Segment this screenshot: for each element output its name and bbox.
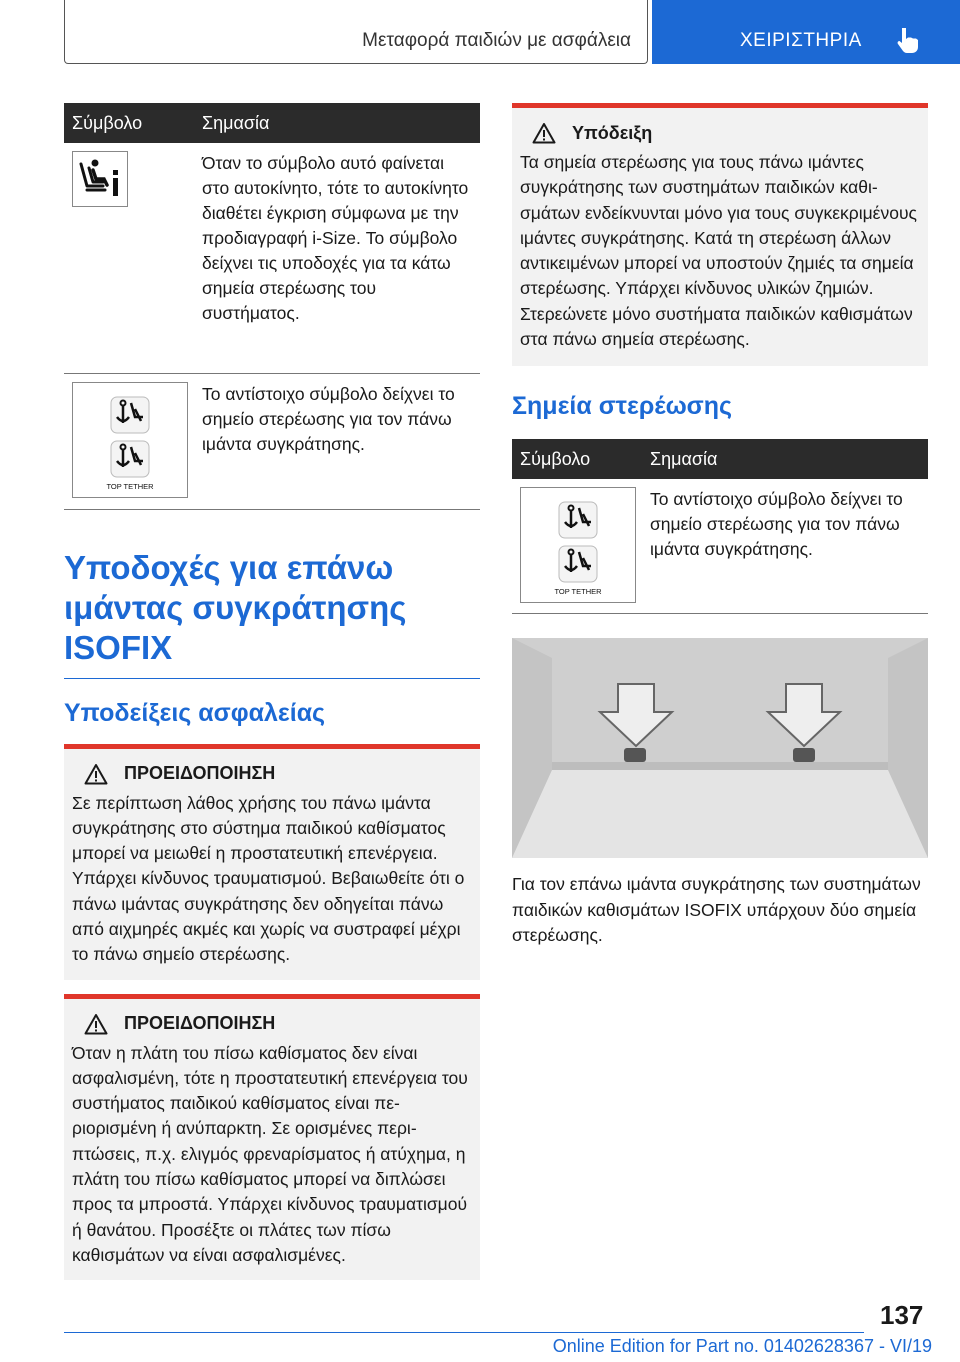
symbol-table-left <box>64 103 480 510</box>
anchor-seat-symbol-bottom <box>111 441 149 477</box>
pointing-hand-icon <box>892 24 924 56</box>
page-header <box>0 0 960 66</box>
warning-triangle-icon <box>532 122 556 144</box>
note-text: Τα σημεία στερέωσης για τους πάνω ιμάντες συγκράτησης των συστημάτων παιδικών καθισμάτων ενδείκνυνται μόνο για τους συγκεκριμένους ιμάντες συγκράτησης. Κατά τη στερέωση άλλων αντικειμένων μπορεί να υποστούν ζημιές τα σημεία στερέωσης. Υπάρχει κίνδυνος υλικών ζημιών. Στερεώνετε μόνο συστήματα παιδικών καθισμάτων στα πάνω σημεία στερέωσης. <box>520 152 917 350</box>
col-header-meaning: Σημασία <box>194 103 480 143</box>
table-row <box>64 373 480 509</box>
warning-text: Σε περίπτωση λάθος χρήσης του πάνω ιμάντα συγκράτησης στο σύστημα παιδικού καθίσματος μπορεί να μειωθεί η προστατευτική επενέργεια. Υπάρχει κίνδυνος τραυματισμού. Βεβαιωθείτε ότι ο πάνω ιμάντας συγκράτησης δεν οδηγείται πάνω από αιχμηρές ακμές και χωρίς να συστραφεί μέχρι το πάνω σημείο στερέωσης. <box>72 792 465 965</box>
svg-text:TOP TETHER: TOP TETHER <box>554 587 602 597</box>
warning-title: ΠΡΟΕΙΔΟΠΟΙΗΣΗ <box>124 763 276 783</box>
note-title: Υπόδειξη <box>572 122 653 143</box>
chapter-tab[interactable] <box>652 0 960 64</box>
trunk-anchor-points-photo <box>512 638 928 858</box>
warning-box <box>64 749 480 980</box>
note-box <box>512 108 928 366</box>
section-tab <box>64 0 648 64</box>
section-title: Μεταφορά παιδιών με ασφάλεια <box>362 30 631 51</box>
symbol-table-right <box>512 439 928 614</box>
row-text: Όταν το σύμβολο αυτό φαίνεται στο αυτοκίνητο, τότε το αυτοκίνητο διαθέτει έγκριση σύμφωνα με την προδιαγραφή i-Size. Το σύμβολο δείχνει τις υποδοχές για τα κάτω σημεία στερέωσης του συστήματος. <box>194 143 480 373</box>
col-header-meaning: Σημασία <box>642 439 928 479</box>
subheading: Υποδείξεις ασφαλείας <box>64 698 326 727</box>
col-header-symbol: Σύμβολο <box>512 439 642 479</box>
warning-title: ΠΡΟΕΙΔΟΠΟΙΗΣΗ <box>124 1013 276 1034</box>
svg-text:TOP TETHER: TOP TETHER <box>106 481 154 491</box>
page-number: 137 <box>880 1300 924 1330</box>
chapter-label: ΧΕΙΡΙΣΤΗΡΙΑ <box>740 30 862 51</box>
left-column <box>64 103 480 1280</box>
footer-rule <box>64 1332 864 1333</box>
top-tether-anchor-icon <box>72 382 188 498</box>
warning-triangle-icon <box>84 763 108 785</box>
row-text: Το αντίστοιχο σύμβολο δείχνει το σημείο στερέωσης για τον πάνω ιμάντα συγκράτησης. <box>194 373 480 509</box>
section-heading: Σημεία στερέωσης <box>512 392 733 421</box>
table-row <box>512 479 928 614</box>
warning-box <box>64 999 480 1281</box>
anchor-seat-symbol-top <box>111 397 149 433</box>
col-header-symbol: Σύμβολο <box>64 103 194 143</box>
row-text: Το αντίστοιχο σύμβολο δείχνει το σημείο στερέωσης για τον πάνω ιμάντα συγκράτησης. <box>642 479 928 614</box>
warning-text: Όταν η πλάτη του πίσω καθίσματος δεν είναι ασφαλισμένη, τότε η προστατευτική επενέργεια του συστήματος παιδικού καθίσματος είναι περιορισμένη ή ανύπαρκτη. Σε ορισμένες περιπτώσεις, π.χ. ελιγμός φρεναρίσματος ή ατύχημα, η πλάτη του πίσω καθίσματος μπορεί να διπλώσει προς τα μπροστά. Υπάρχει κίνδυνος τραυματισμού ή θανάτου. Προσέξτε οι πλάτες των πίσω καθισμάτων να είναι ασφαλισμένες. <box>72 1042 468 1265</box>
warning-triangle-icon <box>84 1013 108 1035</box>
i-size-child-seat-icon <box>72 151 128 207</box>
section-heading: Υποδοχές για επάνω ιμάντας συγκράτησης ISOFIX <box>64 548 407 666</box>
table-row <box>64 143 480 373</box>
edition-text: Online Edition for Part no. 01402628367 - VI/19 <box>552 1336 932 1356</box>
right-column <box>512 103 928 948</box>
photo-caption: Για τον επάνω ιμάντα συγκράτησης των συστημάτων παιδικών καθισμάτων ISOFIX υπάρχουν δύο σημεία στερέωσης. <box>512 874 921 945</box>
top-tether-anchor-icon <box>520 487 636 603</box>
